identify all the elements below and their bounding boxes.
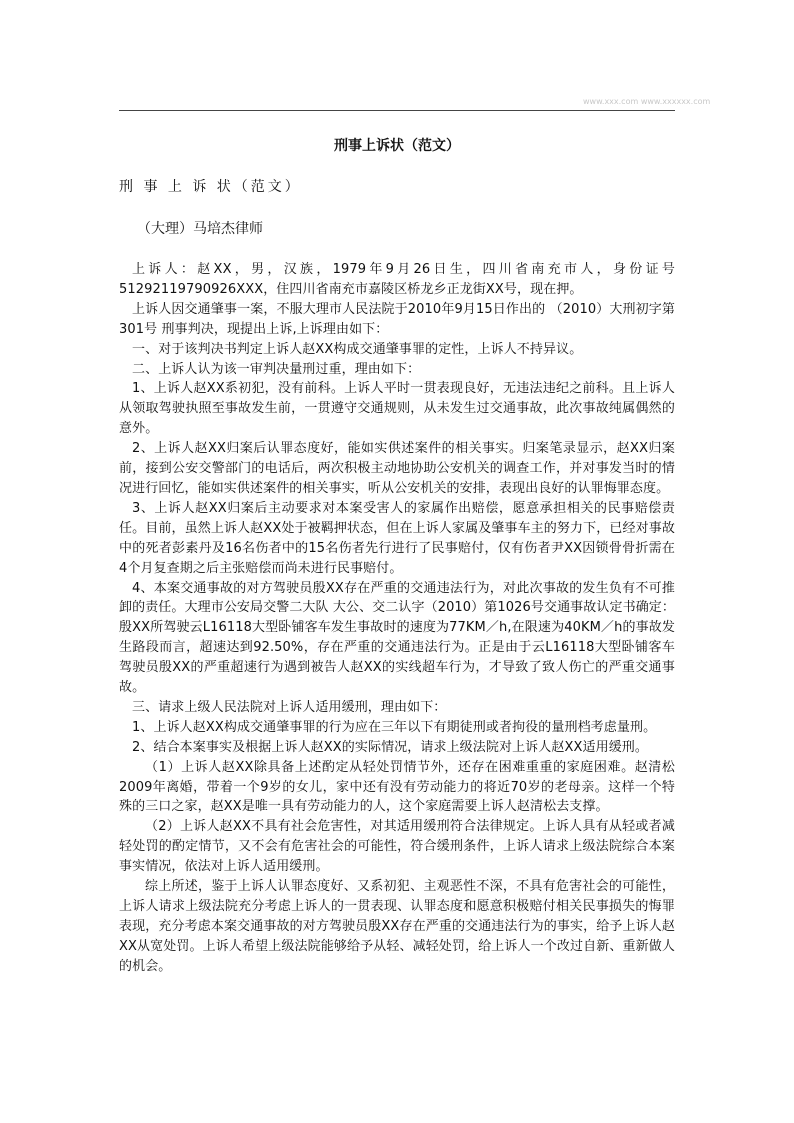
paragraph-probation-2-2: （2）上诉人赵XX不具有社会危害性，对其适用缓刑符合法律规定。上诉人具有从轻或者减轻处罚的酌定情节，又不会有危害社会的可能性，符合缓刑条件，上诉人请求上级法院综合本案事实情况，依法对上诉人适用缓刑。 [119,819,675,875]
paragraph-appellant-info: 上诉人：赵XX，男，汉族，1979年9月26日生，四川省南充市人，身份证号51292119790926XXX，住四川省南充市嘉陵区桥龙乡正龙街XX号，现在押。 [119,262,675,297]
header-rule [119,110,675,111]
paragraph-reason-4: 4、本案交通事故的对方驾驶员殷XX存在严重的交通违法行为，对此次事故的发生负有不可推卸的责任。大理市公安局交警二大队 大公、交二认字（2010）第1026号交通事故认定书确定：殷XX所驾驶云L16118大型卧铺客车发生事故时的速度为77KM／h,在限速为40KM／h的事故发生路段而言，超速达到92.50%，存在严重的交通违法行为。正是由于云L16118大型卧铺客车驾驶员殷XX的严重超速行为遇到被告人赵XX的实线超车行为，才导致了致人伤亡的严重交通事故。 [119,580,675,696]
paragraph-reason-2: 2、上诉人赵XX归案后认罪态度好，能如实供述案件的相关事实。归案笔录显示，赵XX归案前，接到公安交警部门的电话后，两次积极主动地协助公安机关的调查工作，并对事发当时的情况进行回忆，能如实供述案件的相关事实，听从公安机关的安排，表现出良好的认罪悔罪态度。 [119,441,675,496]
paragraph-reason-1: 1、上诉人赵XX系初犯，没有前科。上诉人平时一贯表现良好，无违法违纪之前科。且上诉人从领取驾驶执照至事故发生前，一贯遵守交通规则，从未发生过交通事故，此次事故纯属偶然的意外。 [119,381,675,437]
author-line: （大理）马培杰律师 [137,221,263,237]
paragraph-reason-3: 3、上诉人赵XX归案后主动要求对本案受害人的家属作出赔偿，愿意承担相关的民事赔偿责任。目前，虽然上诉人赵XX处于被羁押状态，但在上诉人家属及肇事车主的努力下，已经对事故中的死者彭素丹及16名伤者中的15名伤者先行进行了民事赔付，仅有伤者尹XX因锁骨骨折需在4个月复查期之后主张赔偿而尚未进行民事赔付。 [119,500,675,576]
paragraph-appeal-intro: 上诉人因交通肇事一案，不服大理市人民法院于2010年9月15日作出的 （2010）大刑初字第301号 刑事判决，现提出上诉,上诉理由如下： [119,301,675,337]
document-title: 刑 事 上 诉 状（范文） [119,179,302,195]
paragraph-section-1: 一、对于该判决书判定上诉人赵XX构成交通肇事罪的定性，上诉人不持异议。 [132,341,583,357]
paragraph-probation-1: 1、上诉人赵XX构成交通肇事罪的行为应在三年以下有期徒刑或者拘役的量刑档考虑量刑。 [132,719,657,735]
paragraph-section-2: 二、上诉人认为该一审判决量刑过重，理由如下： [132,361,421,377]
page-title: 刑事上诉状（范文） [334,138,460,154]
paragraph-conclusion: 综上所述，鉴于上诉人认罪态度好、又系初犯、主观恶性不深，不具有危害社会的可能性，上诉人请求上级法院充分考虑上诉人的一贯表现、认罪态度和愿意积极赔付相关民事损失的悔罪表现，充分考虑本案交通事故的对方驾驶员殷XX存在严重的交通违法行为的事实，给予上诉人赵XX从宽处罚。上诉人希望上级法院能够给予从轻、减轻处罚，给上诉人一个改过自新、重新做人的机会。 [119,879,675,974]
document-body [119,260,675,977]
header-watermark: www.xxx.com www.xxxxxx.com [583,97,711,106]
paragraph-probation-2: 2、结合本案事实及根据上诉人赵XX的实际情况，请求上级法院对上诉人赵XX适用缓刑。 [132,739,648,755]
paragraph-section-3: 三、请求上级人民法院对上诉人适用缓刑，理由如下： [132,699,447,715]
paragraph-probation-2-1: （1）上诉人赵XX除具备上述酌定从轻处罚情节外，还存在困难重重的家庭困难。赵清松2009年离婚，带着一个9岁的女儿，家中还有没有劳动能力的将近70岁的老母亲。这样一个特殊的三口之家，赵XX是唯一具有劳动能力的人，这个家庭需要上诉人赵清松去支撑。 [119,759,675,815]
